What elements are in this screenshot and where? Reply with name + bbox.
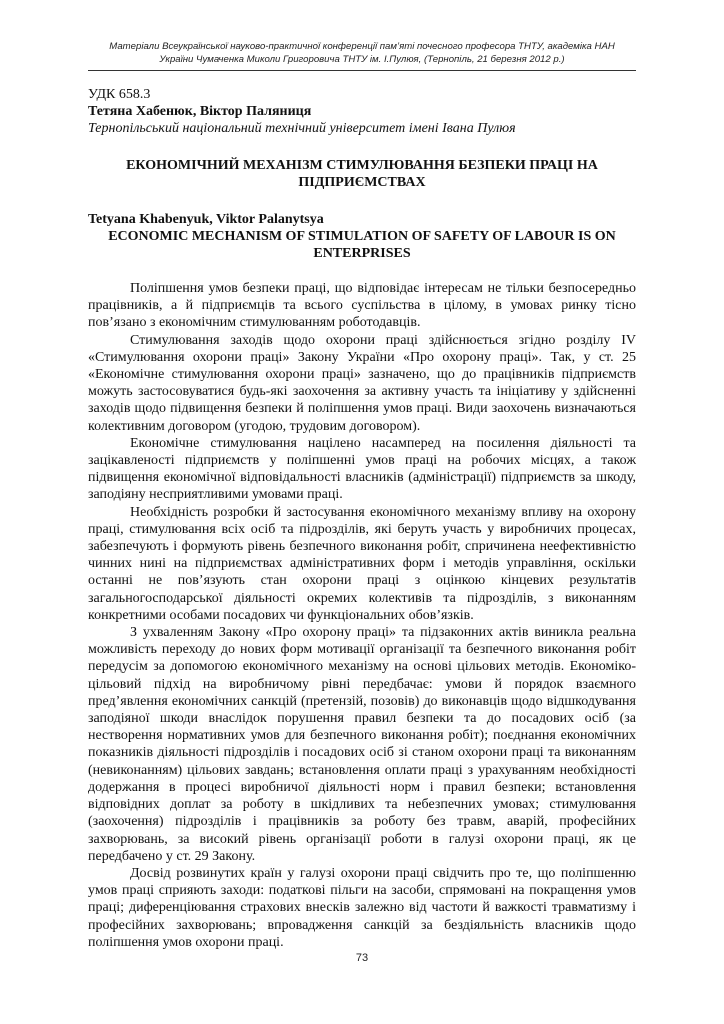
authors-ua: Тетяна Хабенюк, Віктор Паляниця (88, 104, 312, 119)
paragraph: Необхідність розробки й застосування економічного механізму впливу на охорону праці, стимулювання всіх осіб та підрозділів, які беруть участь у виробничих процесах, забезпечують і формують рівень безпечного виконання робіт, спричинена неефективністю чинних нині на підприємствах адміністративних форм і методів управління, оскільки останні не пов’язують стан охорони праці з оцінкою кінцевих результатів загальногосподарської діяльності окремих колективів та підрозділів, з виконанням конкретними особами посадових чи функціональних обов’язків. (88, 504, 636, 623)
paragraph: Досвід розвинутих країн у галузі охорони праці свідчить про те, що поліпшенню умов праці сприяють заходи: податкові пільги на засоби, спрямовані на покращення умов праці; диференціювання страхових внесків залежно від частоти й важкості травматизму і професійних захворювань; впровадження санкцій за бездіяльність власників щодо поліпшення умов охорони праці. (88, 865, 636, 950)
udc-code: УДК 658.3 (88, 87, 151, 102)
affiliation: Тернопільський національний технічний університет імені Івана Пулюя (88, 121, 516, 136)
body-text (88, 280, 636, 951)
paragraph: Поліпшення умов безпеки праці, що відповідає інтересам не тільки безпосередньо працівників, а й підприємців та всього суспільства в цілому, в умовах ринку тісно пов’язано з економічним стимулюванням роботодавців. (88, 281, 636, 331)
running-header (70, 40, 654, 66)
paragraph: З ухваленням Закону «Про охорону праці» та підзаконних актів виникла реальна можливість переходу до нових форм мотивації організації та безпечного виконання робіт передусім за допомогою економічного механізму на основі цільових методів. Економіко-цільовий підхід на виробничому рівні передбачає: умови й порядок взаємного пред’явлення економічних санкцій (претензій, позовів) до виконавців щодо відшкодування заподіяної шкоди внаслідок порушення правил безпеки та до посадових осіб (за нестворення нормативних умов для безпечного виконання робіт); поєднання економічних показників діяльності підрозділів і посадових осіб зі станом охорони праці та виконанням (невиконанням) цільових завдань; встановлення оплати праці з урахуванням необхідності додержання в процесі виробничої діяльності норм і правил безпеки; встановлення відповідних доплат за роботу в шкідливих та небезпечних умовах; стимулювання (заохочення) підрозділів і працівників за роботу без травм, аварій, професійних захворювань, за високий рівень організації роботи в галузі охорони праці, як це передбачено у ст. 29 Закону. (88, 625, 636, 864)
article-body (88, 86, 636, 951)
authors-en: Tetyana Khabenyuk, Viktor Palanytsya (88, 212, 324, 227)
paragraph: Економічне стимулювання націлено насамперед на посилення діяльності та зацікавленості підприємств у поліпшенні умов праці на робочих місцях, а також підвищення економічної відповідальності власників (адміністрації) підприємств за шкоду, заподіяну несприятливими умовами праці. (88, 435, 636, 503)
page-number: 73 (355, 952, 369, 964)
article-title-ua: ЕКОНОМІЧНИЙ МЕХАНІЗМ СТИМУЛЮВАННЯ БЕЗПЕКИ ПРАЦІ НА ПІДПРИЄМСТВАХ (126, 158, 598, 190)
running-header-line-2: України Чумаченка Миколи Григоровича ТНТУ ім. І.Пулюя, (Тернопіль, 21 березня 2012 р.) (159, 54, 565, 65)
article-title-en: ECONOMIC MECHANISM OF STIMULATION OF SAFETY OF LABOUR IS ON ENTERPRISES (108, 229, 616, 261)
header-divider (88, 70, 636, 71)
running-header-line-1: Матеріали Всеукраїнської науково-практичної конференції пам’яті почесного професора ТНТУ, академіка НАН (109, 41, 615, 52)
paragraph: Стимулювання заходів щодо охорони праці здійснюється згідно розділу IV «Стимулювання охорони праці» Закону України «Про охорону праці». Так, у ст. 25 «Економічне стимулювання охорони праці» зазначено, що до працівників підприємств можуть застосовуватися будь-які заохочення за активну участь та ініціативу у здійсненні заходів щодо підвищення безпеки й поліпшення умов праці. Види заохочень визначаються колективним договором (угодою, трудовим договором). (88, 332, 636, 434)
